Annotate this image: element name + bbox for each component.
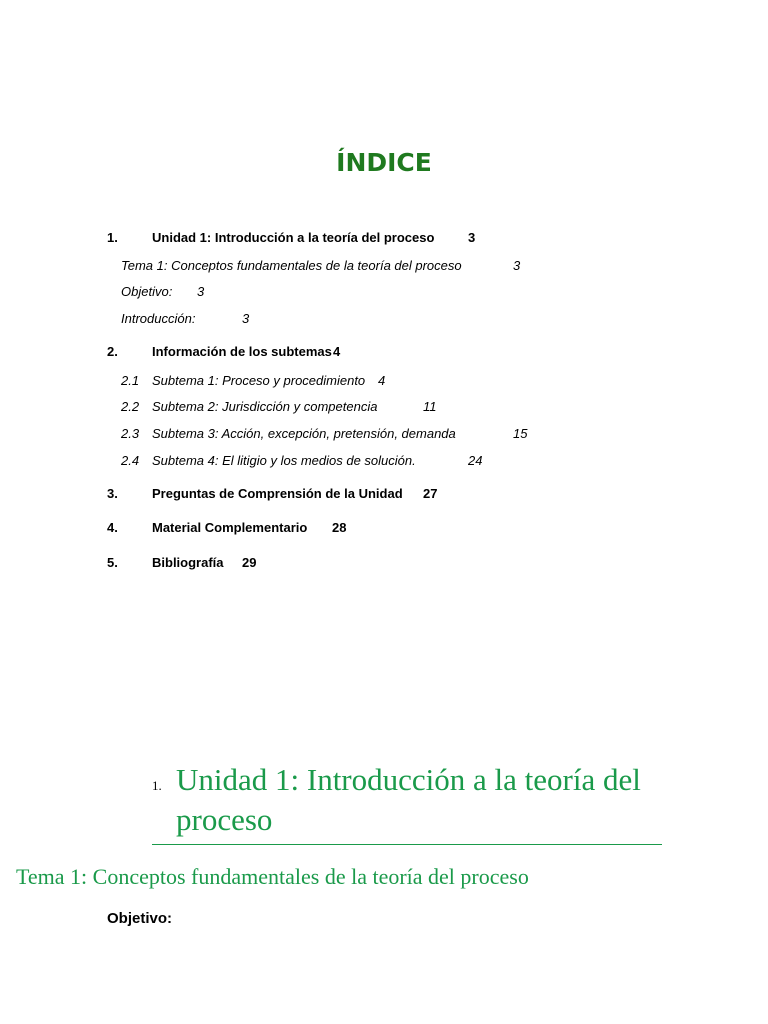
toc-page: 28 xyxy=(332,520,347,535)
toc-number: 3. xyxy=(107,486,118,501)
toc-page: 4 xyxy=(378,373,386,388)
toc-number: 2.3 xyxy=(121,426,140,441)
toc-page: 15 xyxy=(513,426,528,441)
heading-tema-1: Tema 1: Conceptos fundamentales de la teoría del proceso xyxy=(16,864,529,889)
toc-page: 27 xyxy=(423,486,438,501)
toc-number: 2.1 xyxy=(121,373,140,388)
toc-item-objetivo[interactable] xyxy=(0,284,768,302)
toc-item-subtema-1[interactable] xyxy=(0,373,768,391)
toc-page: 29 xyxy=(242,555,257,570)
toc-page: 11 xyxy=(423,399,437,414)
toc-label: Preguntas de Comprensión de la Unidad xyxy=(152,486,403,501)
toc-label: Subtema 2: Jurisdicción y competencia xyxy=(152,399,378,414)
toc-label: Subtema 1: Proceso y procedimiento xyxy=(152,373,366,388)
toc-item-subtema-4[interactable] xyxy=(0,453,768,471)
toc-label: Información de los subtemas xyxy=(152,344,332,359)
heading-number: 1. xyxy=(152,778,162,793)
toc-label: Introducción: xyxy=(121,311,196,326)
toc-number: 2. xyxy=(107,344,118,359)
toc-label: Material Complementario xyxy=(152,520,308,535)
toc-number: 4. xyxy=(107,520,118,535)
toc-item-preguntas[interactable] xyxy=(0,486,768,504)
toc-label: Subtema 3: Acción, excepción, pretensión, demanda xyxy=(152,426,456,441)
toc-page: 4 xyxy=(333,344,341,359)
toc-page: 3 xyxy=(197,284,205,299)
toc-item-tema-1[interactable] xyxy=(0,258,768,276)
toc-page: 3 xyxy=(468,230,476,245)
toc-label: Unidad 1: Introducción a la teoría del proceso xyxy=(152,230,435,245)
toc-number: 5. xyxy=(107,555,118,570)
toc-page: 24 xyxy=(468,453,483,468)
objective-label: Objetivo: xyxy=(107,910,173,927)
toc-item-introduccion[interactable] xyxy=(0,311,768,329)
index-title: ÍNDICE xyxy=(336,148,432,177)
toc-item-unidad-1[interactable] xyxy=(0,230,768,248)
toc-page: 3 xyxy=(242,311,250,326)
toc-item-informacion-subtemas[interactable] xyxy=(0,344,768,362)
toc-number: 2.4 xyxy=(121,453,140,468)
toc-item-bibliografia[interactable] xyxy=(0,555,768,573)
toc-label: Subtema 4: El litigio y los medios de solución. xyxy=(152,453,416,468)
toc-label: Objetivo: xyxy=(121,284,173,299)
heading-unidad-1: Unidad 1: Introducción a la teoría del proceso xyxy=(176,762,641,837)
toc-page: 3 xyxy=(513,258,521,273)
toc-item-material[interactable] xyxy=(0,520,768,538)
toc-label: Bibliografía xyxy=(152,555,224,570)
toc-label: Tema 1: Conceptos fundamentales de la teoría del proceso xyxy=(121,258,462,273)
toc-number: 2.2 xyxy=(121,399,140,414)
toc-number: 1. xyxy=(107,230,118,245)
toc-item-subtema-2[interactable] xyxy=(0,399,768,417)
heading-underline xyxy=(152,844,662,845)
toc-item-subtema-3[interactable] xyxy=(0,426,768,444)
